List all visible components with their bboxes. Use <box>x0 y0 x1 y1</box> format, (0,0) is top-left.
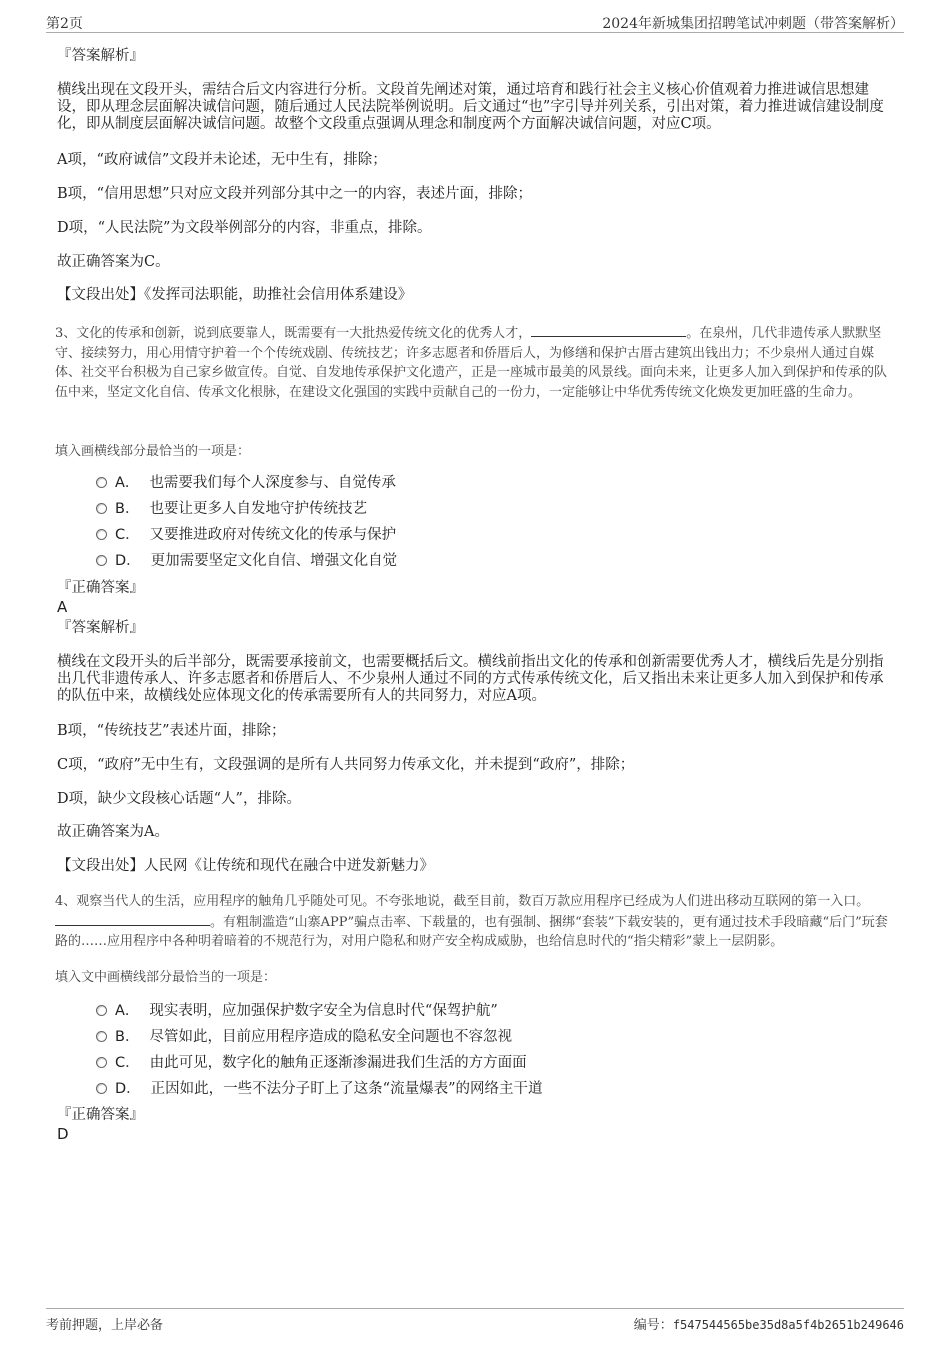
document-code <box>634 1314 904 1333</box>
q4-blank-line <box>55 912 210 926</box>
q2-option-d-note: D项，“人民法院”为文段举例部分的内容，非重点，排除。 <box>57 220 432 236</box>
q3-stem-before: 3、文化的传承和创新，说到底要靠人，既需要有一大批热爱传统文化的优秀人才， <box>55 326 532 341</box>
q3-option-a-text: 也需要我们每个人深度参与、自觉传承 <box>149 475 396 491</box>
q3-source: 【文段出处】人民网《让传统和现代在融合中迸发新魅力》 <box>57 858 434 874</box>
q3-option-b[interactable] <box>96 500 367 518</box>
q4-option-c-key: C． <box>115 1055 140 1071</box>
page-header <box>46 10 904 33</box>
q3-option-c[interactable] <box>96 526 396 544</box>
q4-option-b-key: B． <box>115 1029 140 1045</box>
q4-option-d-key: D． <box>115 1081 141 1097</box>
q2-source: 【文段出处】《发挥司法职能，助推社会信用体系建设》 <box>57 287 413 303</box>
q3-option-b-key: B． <box>115 501 140 517</box>
document-title: 2024年新城集团招聘笔试冲刺题（带答案解析） <box>602 16 904 32</box>
q3-blank-line <box>531 323 686 337</box>
q4-option-d[interactable] <box>96 1080 543 1098</box>
q3-option-d-note: D项，缺少文段核心话题“人”，排除。 <box>57 791 301 807</box>
radio-icon[interactable] <box>96 529 107 540</box>
q4-stem-before: 4、观察当代人的生活，应用程序的触角几乎随处可见。不夸张地说，截至目前，数百万款应用程序已经成为人们进出移动互联网的第一入口。 <box>55 894 870 909</box>
q2-analysis-label: 『答案解析』 <box>57 48 144 64</box>
q2-analysis-text: 横线出现在文段开头，需结合后文内容进行分析。文段首先阐述对策，通过培育和践行社会主义核心价值观着力推进诚信思想建设，即从理念层面解决诚信问题，随后通过人民法院举例说明。后文通过“也”字引导并列关系，引出对策，着力推进诚信建设制度化，即从制度层面解决诚信问题。故整个文段重点强调从理念和制度两个方面解决诚信问题，对应C项。 <box>57 82 884 132</box>
q3-stem <box>55 323 898 402</box>
q4-stem <box>55 892 898 952</box>
q3-option-c-note: C项，“政府”无中生有，文段强调的是所有人共同努力传承文化，并未提到“政府”，排除； <box>57 757 635 773</box>
q3-answer-label: 『正确答案』 <box>57 580 144 596</box>
radio-icon[interactable] <box>96 1031 107 1042</box>
q3-conclusion: 故正确答案为A。 <box>57 824 169 840</box>
footer-slogan: 考前押题，上岸必备 <box>46 1318 164 1333</box>
q3-option-d-text: 更加需要坚定文化自信、增强文化自觉 <box>150 553 398 569</box>
q3-analysis-label: 『答案解析』 <box>57 620 144 636</box>
q3-option-b-note: B项，“传统技艺”表述片面，排除； <box>57 723 286 739</box>
q3-stem-after: 。在泉州，几代非遗传承人默默坚守、接续努力，用心用情守护着一个个传统戏剧、传统技艺；许多志愿者和侨厝后人，为修缮和保护古厝古建筑出钱出力；不少泉州人通过自媒体、社交平台积极为自己家乡做宣传。自觉、自发地传承保护文化遗产，正是一座城市最美的风景线。面向未来，让更多人加入到保护和传承的队伍中来，坚定文化自信、传承文化根脉，在建设文化强国的实践中贡献自己的一份力，一定能够让中华优秀传统文化焕发更加旺盛的生命力。 <box>55 326 888 400</box>
q2-option-b-note: B项，“信用思想”只对应文段并列部分其中之一的内容，表述片面，排除； <box>57 186 532 202</box>
q4-answer-label: 『正确答案』 <box>57 1107 144 1123</box>
radio-icon[interactable] <box>96 555 107 566</box>
radio-icon[interactable] <box>96 1005 107 1016</box>
page-number: 第2页 <box>46 16 83 32</box>
q3-option-d[interactable] <box>96 552 397 570</box>
q2-conclusion: 故正确答案为C。 <box>57 254 170 270</box>
q4-stem-after: 。有粗制滥造“山寨APP”骗点击率、下载量的，也有强制、捆绑“套装”下载安装的，更有通过技术手段暗藏“后门”玩套路的……应用程序中各种明着暗着的不规范行为，对用户隐私和财产安全构成威胁，也给信息时代的“指尖精彩”蒙上一层阴影。 <box>55 914 888 949</box>
q4-option-a[interactable] <box>96 1002 498 1020</box>
radio-icon[interactable] <box>96 503 107 514</box>
q4-option-d-text: 正因如此，一些不法分子盯上了这条“流量爆表”的网络主干道 <box>150 1081 543 1097</box>
q3-option-a[interactable] <box>96 474 396 492</box>
q4-prompt: 填入文中画横线部分最恰当的一项是： <box>55 970 277 985</box>
q3-option-d-key: D． <box>115 553 141 569</box>
q3-option-c-text: 又要推进政府对传统文化的传承与保护 <box>149 527 397 543</box>
radio-icon[interactable] <box>96 1083 107 1094</box>
q3-option-a-key: A． <box>115 475 140 491</box>
q3-analysis-text: 横线在文段开头的后半部分，既需要承接前文，也需要概括后文。横线前指出文化的传承和创新需要优秀人才，横线后先是分别指出几代非遗传承人、许多志愿者和侨厝后人、不少泉州人通过不同的方式传承传统文化，后又指出未来让更多人加入到保护和传承的队伍中来，故横线处应体现文化的传承需要所有人的共同努力，对应A项。 <box>57 654 884 704</box>
q4-option-a-text: 现实表明，应加强保护数字安全为信息时代“保驾护航” <box>149 1003 498 1019</box>
radio-icon[interactable] <box>96 477 107 488</box>
q3-option-b-text: 也要让更多人自发地守护传统技艺 <box>149 501 367 517</box>
q3-answer: A <box>57 598 68 616</box>
q3-option-c-key: C． <box>115 527 140 543</box>
q4-answer: D <box>57 1125 69 1143</box>
document-code-label: 编号： <box>633 1318 673 1333</box>
q2-option-a-note: A项，“政府诚信”文段并未论述，无中生有，排除； <box>57 152 387 168</box>
document-code-value: f547544565be35d8a5f4b2651b249646 <box>672 1318 904 1332</box>
radio-icon[interactable] <box>96 1057 107 1068</box>
q4-option-b[interactable] <box>96 1028 512 1046</box>
q3-prompt: 填入画横线部分最恰当的一项是： <box>55 444 251 459</box>
q4-option-c-text: 由此可见，数字化的触角正逐渐渗漏进我们生活的方方面面 <box>149 1055 527 1071</box>
page-footer <box>46 1308 904 1333</box>
q4-option-c[interactable] <box>96 1054 527 1072</box>
q4-option-b-text: 尽管如此，目前应用程序造成的隐私安全问题也不容忽视 <box>149 1029 512 1045</box>
q4-option-a-key: A． <box>115 1003 140 1019</box>
